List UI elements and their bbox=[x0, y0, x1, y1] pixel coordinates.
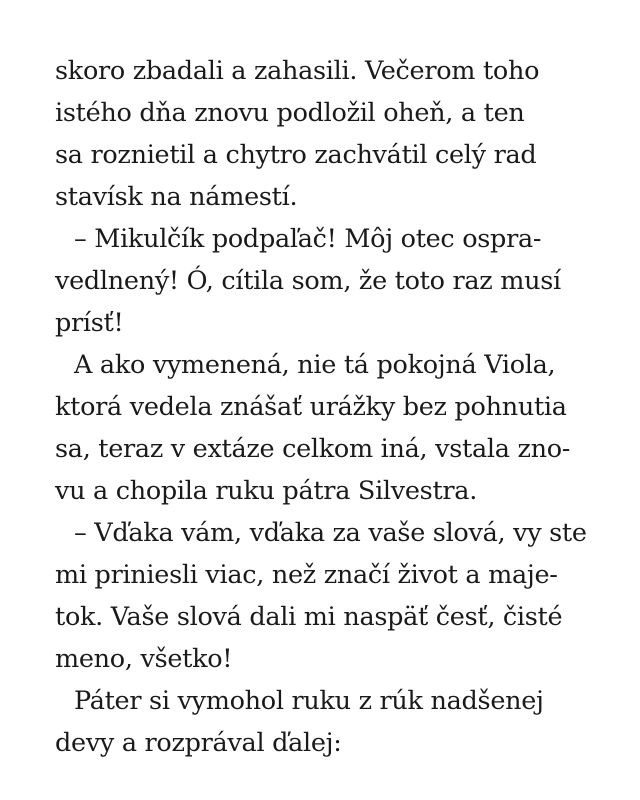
text-line: ktorá vedela znášať urážky bez pohnutia bbox=[55, 392, 567, 422]
text-line: sa roznietil a chytro zachvátil celý rad bbox=[55, 140, 537, 170]
text-line: sa, teraz v extáze celkom iná, vstala zno- bbox=[55, 434, 571, 464]
text-line: tok. Vaše slová dali mi naspäť česť, čisté bbox=[55, 602, 563, 632]
text-line: mi priniesli viac, než značí život a maje- bbox=[55, 560, 558, 590]
text-line: – Mikulčík podpaľač! Môj otec ospra- bbox=[74, 224, 542, 254]
text-line: stavísk na námestí. bbox=[55, 182, 298, 212]
text-line: devy a rozprával ďalej: bbox=[55, 728, 342, 758]
text-line: A ako vymenená, nie tá pokojná Viola, bbox=[74, 350, 556, 380]
text-line: istého dňa znovu podložil oheň, a ten bbox=[55, 98, 525, 128]
text-line: – Vďaka vám, vďaka za vaše slová, vy ste bbox=[74, 518, 587, 548]
text-line: vu a chopila ruku pátra Silvestra. bbox=[55, 476, 478, 506]
text-line: vedlnený! Ó, cítila som, že toto raz musí bbox=[55, 266, 561, 296]
text-line: prísť! bbox=[55, 308, 124, 338]
text-line: Páter si vymohol ruku z rúk nadšenej bbox=[74, 686, 544, 716]
text-line: skoro zbadali a zahasili. Večerom toho bbox=[55, 56, 540, 86]
text-line: meno, všetko! bbox=[55, 644, 233, 674]
